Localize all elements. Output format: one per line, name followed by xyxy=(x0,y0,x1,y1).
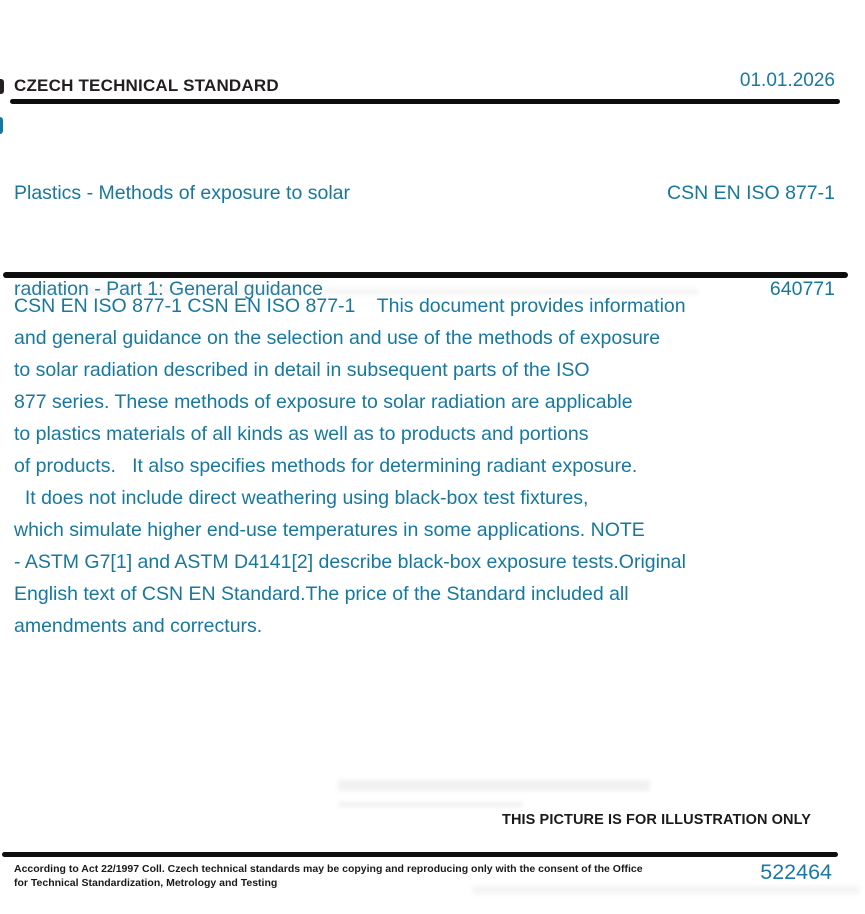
faint-watermark-middle-underline xyxy=(338,802,523,807)
standard-title-line2: radiation - Part 1: General guidance xyxy=(14,278,323,300)
abstract-line: - ASTM G7[1] and ASTM D4141[2] describe black-box exposure tests.Original xyxy=(14,551,686,573)
abstract-text xyxy=(14,290,814,642)
standard-designation: CSN EN ISO 877-1 xyxy=(667,182,835,204)
section-divider xyxy=(3,272,848,278)
standard-class-number: 640771 xyxy=(769,278,835,300)
header-divider xyxy=(10,99,840,104)
faint-watermark-bottom xyxy=(472,886,860,894)
clipped-glyph-fragment-black xyxy=(0,79,4,94)
abstract-line: amendments and correcturs. xyxy=(14,615,263,637)
abstract-line: to plastics materials of all kinds as well as to products and portions xyxy=(14,423,589,445)
document-number: 522464 xyxy=(760,860,832,884)
footer-legal-line1: According to Act 22/1997 Coll. Czech technical standards may be copying and reproducing only with the consent of the Office xyxy=(14,863,643,875)
abstract-line: to solar radiation described in detail in subsequent parts of the ISO xyxy=(14,359,590,381)
abstract-line: 877 series. These methods of exposure to solar radiation are applicable xyxy=(14,391,633,413)
illustration-only-notice: THIS PICTURE IS FOR ILLUSTRATION ONLY xyxy=(502,812,812,828)
abstract-line: of products. It also specifies methods for determining radiant exposure. xyxy=(14,455,638,477)
footer-legal-line2: for Technical Standardization, Metrology and Testing xyxy=(14,876,278,889)
standard-title-line1: Plastics - Methods of exposure to solar xyxy=(14,182,350,204)
footer-divider xyxy=(2,852,838,857)
abstract-line: It does not include direct weathering using black-box test fixtures, xyxy=(14,487,589,509)
clipped-glyph-fragment-teal xyxy=(0,117,3,134)
abstract-line: CSN EN ISO 877-1 CSN EN ISO 877-1 This document provides information xyxy=(14,295,686,317)
page-title: CZECH TECHNICAL STANDARD xyxy=(14,76,279,95)
abstract-line: and general guidance on the selection and use of the methods of exposure xyxy=(14,327,661,349)
abstract-line: which simulate higher end-use temperatures in some applications. NOTE xyxy=(14,519,645,541)
abstract-line: English text of CSN EN Standard.The price of the Standard included all xyxy=(14,583,629,605)
faint-watermark-middle xyxy=(338,780,650,791)
effective-date: 01.01.2026 xyxy=(739,70,835,91)
